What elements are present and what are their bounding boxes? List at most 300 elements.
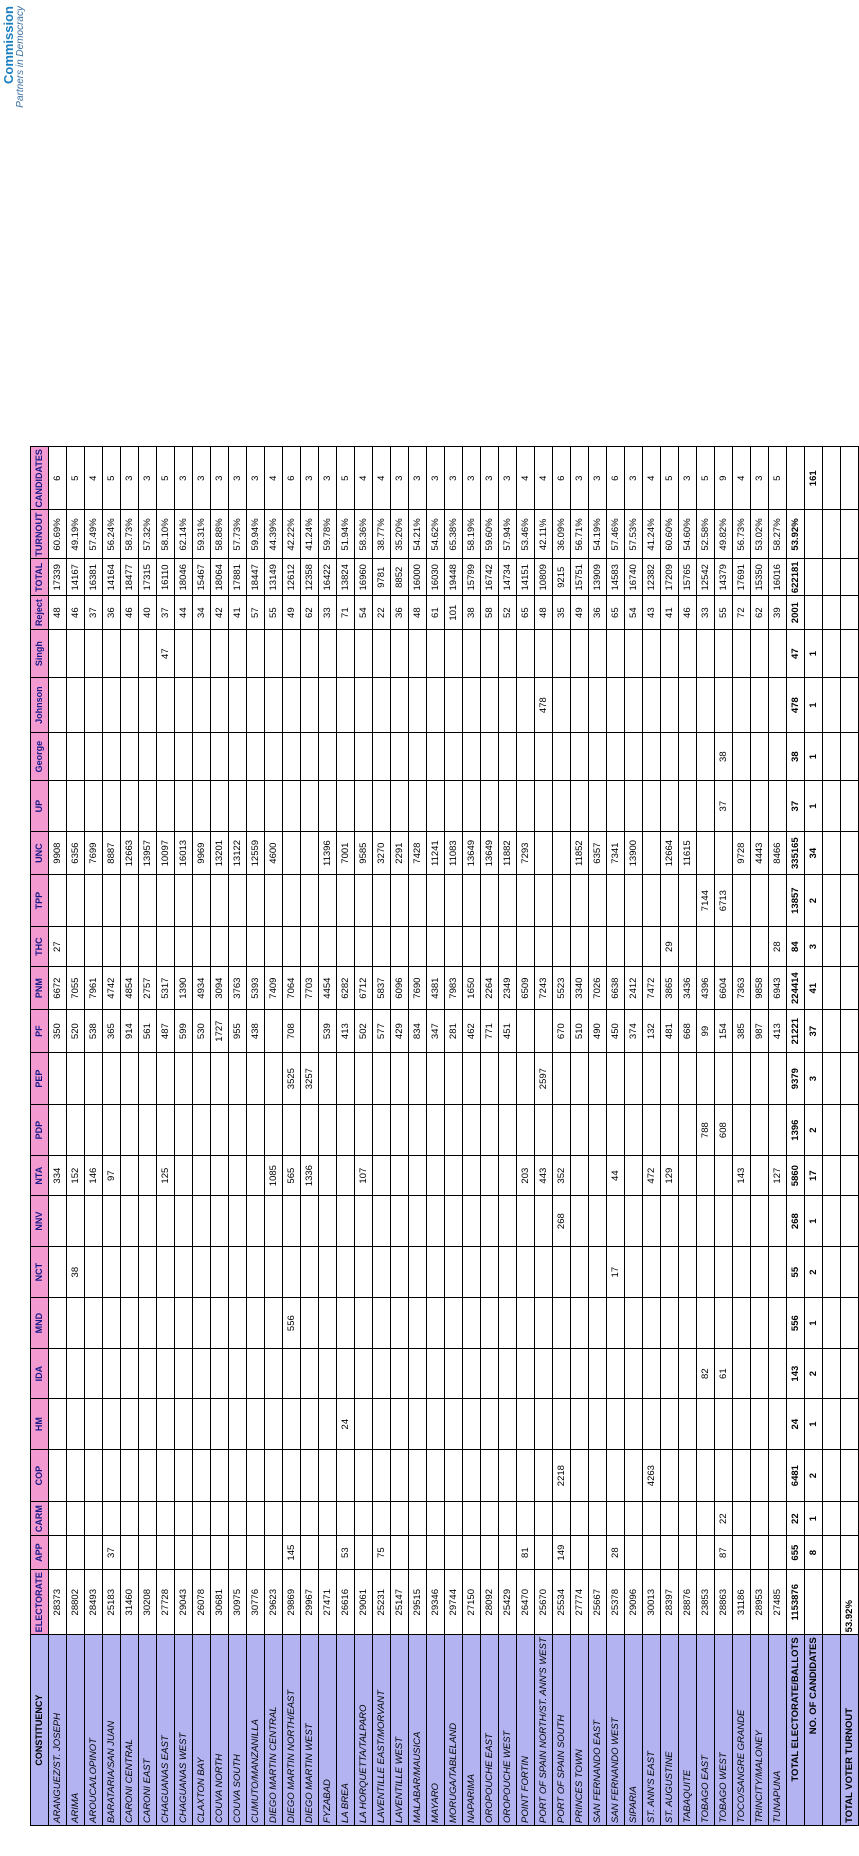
value-cell: 3 (229, 447, 247, 510)
value-cell (607, 1196, 625, 1247)
constituency-cell: CARONI EAST (139, 1635, 157, 1826)
value-cell: 7472 (643, 967, 661, 1010)
value-cell (499, 1502, 517, 1536)
value-cell: 268 (553, 1196, 571, 1247)
value-cell (571, 1450, 589, 1502)
value-cell (517, 1450, 535, 1502)
value-cell (697, 1450, 715, 1502)
value-cell (769, 1105, 787, 1156)
value-cell (283, 630, 301, 678)
value-cell: 58.10% (157, 510, 175, 559)
value-cell (121, 678, 139, 733)
value-cell (175, 1298, 193, 1349)
value-cell: 22 (715, 1502, 733, 1536)
value-cell (733, 1536, 751, 1570)
value-cell (355, 678, 373, 733)
value-cell (625, 1450, 643, 1502)
value-cell (571, 1053, 589, 1105)
value-cell (733, 1450, 751, 1502)
value-cell: 7055 (67, 967, 85, 1010)
value-cell (139, 630, 157, 678)
value-cell: 161 (805, 447, 823, 510)
value-cell (427, 1349, 445, 1399)
value-cell (121, 1298, 139, 1349)
constituency-cell: CHAGUANAS WEST (175, 1635, 193, 1826)
value-cell (535, 1298, 553, 1349)
value-cell (391, 1298, 409, 1349)
value-cell: 36 (391, 596, 409, 630)
value-cell: 8466 (769, 832, 787, 875)
value-cell: 29744 (445, 1570, 463, 1635)
column-header-unc: UNC (31, 832, 49, 875)
value-cell: 35 (553, 596, 571, 630)
value-cell (49, 1349, 67, 1399)
value-cell: 335165 (787, 832, 805, 875)
value-cell (589, 781, 607, 832)
value-cell (301, 678, 319, 733)
table-row (211, 447, 229, 1826)
value-cell (319, 927, 337, 967)
value-cell (139, 1502, 157, 1536)
value-cell (661, 1450, 679, 1502)
value-cell (481, 1247, 499, 1298)
value-cell: 29967 (301, 1570, 319, 1635)
value-cell: 81 (517, 1536, 535, 1570)
value-cell (373, 733, 391, 781)
value-cell (373, 1399, 391, 1450)
value-cell (805, 1570, 823, 1635)
value-cell (67, 1536, 85, 1570)
value-cell: 129 (661, 1156, 679, 1196)
value-cell (157, 1450, 175, 1502)
value-cell: 127 (769, 1156, 787, 1196)
value-cell: 38 (787, 733, 805, 781)
value-cell: 6282 (337, 967, 355, 1010)
value-cell (283, 927, 301, 967)
value-cell: 7341 (607, 832, 625, 875)
value-cell (643, 630, 661, 678)
constituency-cell: ARANGUEZ/ST. JOSEPH (49, 1635, 67, 1826)
value-cell: 57.49% (85, 510, 103, 559)
value-cell: 6638 (607, 967, 625, 1010)
value-cell: 2412 (625, 967, 643, 1010)
value-cell: 520 (67, 1010, 85, 1053)
value-cell (679, 927, 697, 967)
column-header-tpp: TPP (31, 875, 49, 927)
value-cell (535, 630, 553, 678)
value-cell (733, 1502, 751, 1536)
value-cell: 577 (373, 1010, 391, 1053)
value-cell (535, 733, 553, 781)
value-cell (121, 1196, 139, 1247)
value-cell (481, 1105, 499, 1156)
value-cell (463, 1247, 481, 1298)
value-cell: 149 (553, 1536, 571, 1570)
value-cell: 5 (697, 447, 715, 510)
value-cell (229, 1399, 247, 1450)
value-cell: 11882 (499, 832, 517, 875)
value-cell (751, 875, 769, 927)
value-cell (139, 781, 157, 832)
value-cell: 1 (805, 678, 823, 733)
value-cell (409, 781, 427, 832)
table-row (571, 447, 589, 1826)
value-cell (553, 1502, 571, 1536)
value-cell (607, 678, 625, 733)
value-cell: 13957 (139, 832, 157, 875)
value-cell: 17 (805, 1156, 823, 1196)
value-cell (391, 1105, 409, 1156)
value-cell: 14583 (607, 559, 625, 596)
value-cell (463, 1105, 481, 1156)
value-cell: 65 (517, 596, 535, 630)
value-cell: 2264 (481, 967, 499, 1010)
value-cell (661, 1298, 679, 1349)
table-row (553, 447, 571, 1826)
value-cell (517, 630, 535, 678)
value-cell (121, 781, 139, 832)
value-cell: 3 (427, 447, 445, 510)
value-cell (607, 630, 625, 678)
value-cell: 2757 (139, 967, 157, 1010)
value-cell: 43 (643, 596, 661, 630)
constituency-cell: TOBAGO EAST (697, 1635, 715, 1826)
value-cell (697, 630, 715, 678)
value-cell (247, 927, 265, 967)
value-cell: 22 (373, 596, 391, 630)
value-cell (319, 1247, 337, 1298)
value-cell (733, 1298, 751, 1349)
value-cell (463, 927, 481, 967)
value-cell: 3763 (229, 967, 247, 1010)
value-cell (751, 1349, 769, 1399)
value-cell (445, 875, 463, 927)
value-cell: 4454 (319, 967, 337, 1010)
value-cell: 5393 (247, 967, 265, 1010)
value-cell (481, 1196, 499, 1247)
constituency-cell: DIEGO MARTIN WEST (301, 1635, 319, 1826)
commission-name: Commission (1, 6, 16, 85)
value-cell: 4 (643, 447, 661, 510)
table-row (265, 447, 283, 1826)
value-cell: 281 (445, 1010, 463, 1053)
value-cell: 1390 (175, 967, 193, 1010)
value-cell: 788 (697, 1105, 715, 1156)
table-row (517, 447, 535, 1826)
value-cell (49, 875, 67, 927)
value-cell (607, 1349, 625, 1399)
table-row (769, 447, 787, 1826)
column-header-nnv: NNV (31, 1196, 49, 1247)
value-cell: 6 (607, 447, 625, 510)
value-cell: 21221 (787, 1010, 805, 1053)
value-cell (589, 1196, 607, 1247)
column-header-cop: COP (31, 1450, 49, 1502)
value-cell: 25378 (607, 1570, 625, 1635)
value-cell (463, 1196, 481, 1247)
value-cell (229, 781, 247, 832)
column-header-thc: THC (31, 927, 49, 967)
value-cell (247, 733, 265, 781)
value-cell: 61 (427, 596, 445, 630)
constituency-cell: LA HORQUETTA/TALPARO (355, 1635, 373, 1826)
value-cell (193, 1502, 211, 1536)
value-cell: 65 (607, 596, 625, 630)
value-cell: 608 (715, 1105, 733, 1156)
value-cell: 42.11% (535, 510, 553, 559)
value-cell (643, 733, 661, 781)
value-cell (391, 1502, 409, 1536)
value-cell (139, 1105, 157, 1156)
table-row (121, 447, 139, 1826)
value-cell (445, 927, 463, 967)
value-cell (697, 1196, 715, 1247)
value-cell (193, 1450, 211, 1502)
value-cell: 34 (193, 596, 211, 630)
value-cell (517, 1053, 535, 1105)
value-cell: 49.19% (67, 510, 85, 559)
value-cell (49, 1399, 67, 1450)
value-cell: 26470 (517, 1570, 535, 1635)
value-cell: 18477 (121, 559, 139, 596)
value-cell (103, 1349, 121, 1399)
value-cell: 6712 (355, 967, 373, 1010)
value-cell: 1 (805, 1196, 823, 1247)
value-cell (571, 1105, 589, 1156)
value-cell (139, 1349, 157, 1399)
value-cell: 16016 (769, 559, 787, 596)
value-cell: 37 (715, 781, 733, 832)
value-cell: 14151 (517, 559, 535, 596)
column-header-turnout: TURNOUT (31, 510, 49, 559)
value-cell (49, 1053, 67, 1105)
value-cell: 6943 (769, 967, 787, 1010)
value-cell (157, 733, 175, 781)
value-cell (211, 1053, 229, 1105)
value-cell (247, 1450, 265, 1502)
value-cell (175, 1349, 193, 1399)
value-cell (355, 1196, 373, 1247)
value-cell (319, 1196, 337, 1247)
value-cell (229, 630, 247, 678)
value-cell (643, 927, 661, 967)
value-cell: 987 (751, 1010, 769, 1053)
value-cell (391, 781, 409, 832)
value-cell: 4 (355, 447, 373, 510)
value-cell (175, 630, 193, 678)
value-cell (409, 1298, 427, 1349)
value-cell (121, 927, 139, 967)
value-cell (391, 1450, 409, 1502)
value-cell: 224414 (787, 967, 805, 1010)
value-cell (247, 1502, 265, 1536)
value-cell: 334 (49, 1156, 67, 1196)
value-cell (517, 875, 535, 927)
value-cell: 490 (589, 1010, 607, 1053)
value-cell: 12559 (247, 832, 265, 875)
value-cell: 622181 (787, 559, 805, 596)
value-cell (535, 1399, 553, 1450)
value-cell: 11396 (319, 832, 337, 875)
value-cell (265, 1399, 283, 1450)
value-cell (445, 1450, 463, 1502)
value-cell: 29096 (625, 1570, 643, 1635)
value-cell (589, 1536, 607, 1570)
election-results-table (30, 446, 859, 1826)
value-cell (769, 630, 787, 678)
value-cell (769, 1450, 787, 1502)
value-cell: 28493 (85, 1570, 103, 1635)
value-cell (427, 1156, 445, 1196)
value-cell (157, 1298, 175, 1349)
value-cell: 47 (157, 630, 175, 678)
value-cell (85, 1053, 103, 1105)
value-cell: 203 (517, 1156, 535, 1196)
value-cell (139, 1196, 157, 1247)
value-cell (157, 1196, 175, 1247)
value-cell (553, 927, 571, 967)
value-cell (769, 1536, 787, 1570)
value-cell (175, 1247, 193, 1298)
value-cell (301, 1536, 319, 1570)
value-cell: 58 (481, 596, 499, 630)
value-cell (589, 1156, 607, 1196)
value-cell: 3 (193, 447, 211, 510)
value-cell (643, 781, 661, 832)
value-cell: 40 (139, 596, 157, 630)
value-cell (247, 630, 265, 678)
value-cell (265, 1298, 283, 1349)
table-row (247, 447, 265, 1826)
value-cell (247, 1399, 265, 1450)
value-cell (589, 1450, 607, 1502)
value-cell (625, 1349, 643, 1399)
value-cell (697, 678, 715, 733)
value-cell: 11615 (679, 832, 697, 875)
value-cell (49, 1247, 67, 1298)
value-cell (463, 1053, 481, 1105)
value-cell: 28 (607, 1536, 625, 1570)
column-header-total: TOTAL (31, 559, 49, 596)
value-cell: 41 (229, 596, 247, 630)
value-cell: 556 (283, 1298, 301, 1349)
value-cell: 3340 (571, 967, 589, 1010)
value-cell (67, 678, 85, 733)
value-cell (67, 1196, 85, 1247)
value-cell: 10097 (157, 832, 175, 875)
value-cell (355, 1399, 373, 1450)
value-cell (265, 1196, 283, 1247)
value-cell: 9585 (355, 832, 373, 875)
column-header-mnd: MND (31, 1298, 49, 1349)
value-cell (409, 1450, 427, 1502)
value-cell (427, 733, 445, 781)
value-cell (391, 1536, 409, 1570)
value-cell: 1727 (211, 1010, 229, 1053)
value-cell: 7409 (265, 967, 283, 1010)
value-cell: 125 (157, 1156, 175, 1196)
value-cell (229, 1196, 247, 1247)
value-cell: 31460 (121, 1570, 139, 1635)
value-cell (211, 1298, 229, 1349)
value-cell: 7026 (589, 967, 607, 1010)
value-cell (517, 678, 535, 733)
value-cell: 413 (769, 1010, 787, 1053)
value-cell (409, 1156, 427, 1196)
value-cell: 1396 (787, 1105, 805, 1156)
value-cell: 565 (283, 1156, 301, 1196)
constituency-cell: ST. ANN'S EAST (643, 1635, 661, 1826)
value-cell (697, 1247, 715, 1298)
value-cell (481, 1349, 499, 1399)
value-cell (805, 510, 823, 559)
value-cell: 2597 (535, 1053, 553, 1105)
value-cell: 65.38% (445, 510, 463, 559)
value-cell: 15765 (679, 559, 697, 596)
value-cell (697, 1156, 715, 1196)
value-cell: 34 (805, 832, 823, 875)
value-cell (319, 1450, 337, 1502)
value-cell (499, 1399, 517, 1450)
value-cell (787, 447, 805, 510)
value-cell: 3 (499, 447, 517, 510)
value-cell (337, 1502, 355, 1536)
value-cell (211, 678, 229, 733)
value-cell (229, 875, 247, 927)
value-cell (229, 733, 247, 781)
value-cell (391, 630, 409, 678)
value-cell (409, 678, 427, 733)
value-cell (517, 1502, 535, 1536)
value-cell (67, 1502, 85, 1536)
value-cell (175, 1156, 193, 1196)
value-cell (355, 875, 373, 927)
value-cell: 9215 (553, 559, 571, 596)
value-cell: 57.46% (607, 510, 625, 559)
value-cell (427, 1196, 445, 1247)
value-cell (589, 1298, 607, 1349)
value-cell: 7243 (535, 967, 553, 1010)
value-cell: 3 (805, 1053, 823, 1105)
value-cell (103, 1053, 121, 1105)
value-cell (661, 1349, 679, 1399)
value-cell: 2 (805, 1105, 823, 1156)
value-cell: 49 (283, 596, 301, 630)
value-cell (715, 1450, 733, 1502)
value-cell: 670 (553, 1010, 571, 1053)
value-cell: 58.27% (769, 510, 787, 559)
value-cell: 6713 (715, 875, 733, 927)
value-cell (85, 1247, 103, 1298)
value-cell (661, 1399, 679, 1450)
value-cell: 3 (463, 447, 481, 510)
value-cell (157, 875, 175, 927)
value-cell (553, 1105, 571, 1156)
value-cell (265, 630, 283, 678)
value-cell: 48 (409, 596, 427, 630)
value-cell: 29515 (409, 1570, 427, 1635)
value-cell (661, 1105, 679, 1156)
table-row (67, 447, 85, 1826)
value-cell (355, 1105, 373, 1156)
value-cell (247, 1247, 265, 1298)
value-cell (733, 1349, 751, 1399)
value-cell (571, 781, 589, 832)
value-cell: 41 (661, 596, 679, 630)
value-cell: 48 (535, 596, 553, 630)
value-cell (193, 927, 211, 967)
value-cell (589, 733, 607, 781)
